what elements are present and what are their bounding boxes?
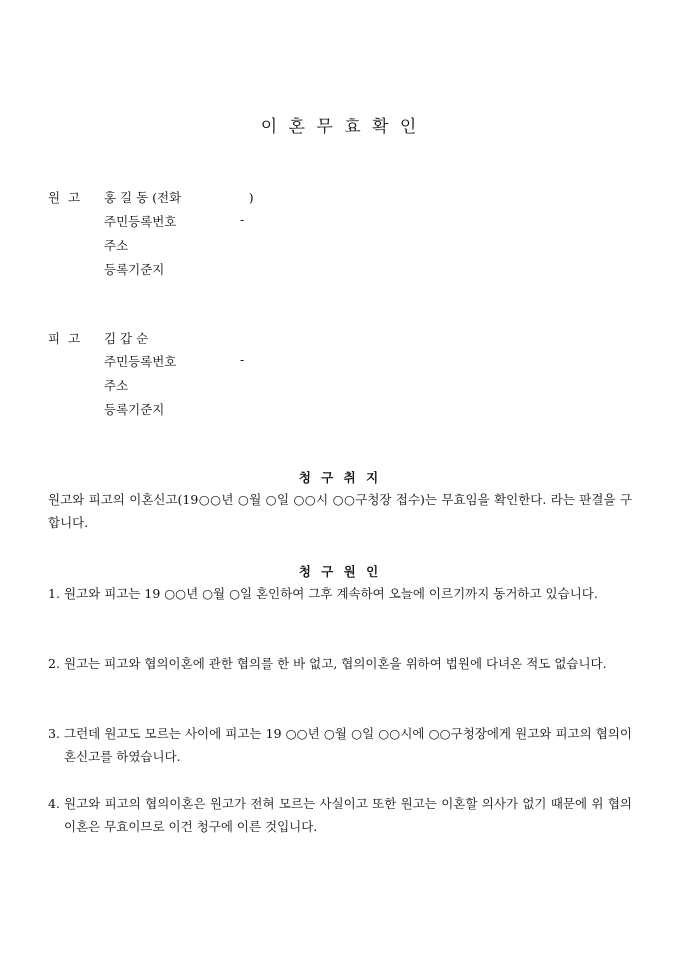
defendant-label: 피 고 xyxy=(48,331,83,346)
plaintiff-resident-id-dash: - xyxy=(240,212,245,227)
claim-cause-item xyxy=(48,792,632,838)
claim-purpose-heading: 청 구 취 지 xyxy=(298,470,382,485)
claim-cause-heading: 청 구 원 인 xyxy=(298,564,382,579)
plaintiff-registry-label: 등록기준지 xyxy=(104,262,165,277)
item-text: 그런데 원고도 모르는 사이에 피고는 19 ○○년 ○월 ○일 ○○시에 ○○구청장에게 원고와 피고의 협의이혼신고를 하였습니다. xyxy=(64,726,632,764)
item-number: 1. xyxy=(48,586,60,601)
item-number: 2. xyxy=(48,656,60,671)
document-title: 이 혼 무 효 확 인 xyxy=(260,117,420,137)
defendant-address-label: 주소 xyxy=(104,378,129,393)
defendant-registry-label: 등록기준지 xyxy=(104,402,165,417)
plaintiff-address-label: 주소 xyxy=(104,238,129,253)
item-number: 3. xyxy=(48,726,60,741)
defendant-resident-id-label: 주민등록번호 xyxy=(104,354,177,369)
claim-cause-item xyxy=(48,652,632,675)
item-text: 원고는 피고와 협의이혼에 관한 협의를 한 바 없고, 협의이혼을 위하여 법원에 다녀온 적도 없습니다. xyxy=(64,656,607,671)
plaintiff-name: 홍 길 동 (전화 ) xyxy=(104,190,254,205)
defendant-name: 김 갑 순 xyxy=(104,331,149,346)
defendant-resident-id-dash: - xyxy=(240,352,245,367)
item-number: 4. xyxy=(48,796,60,811)
item-text: 원고와 피고의 협의이혼은 원고가 전혀 모르는 사실이고 또한 원고는 이혼할 의사가 없기 때문에 위 협의이혼은 무효이므로 이건 청구에 이른 것입니다. xyxy=(64,796,632,834)
claim-cause-item xyxy=(48,582,632,605)
claim-purpose-text: 원고와 피고의 이혼신고(19○○년 ○월 ○일 ○○시 ○○구청장 접수)는 무효임을 확인한다. 라는 판결을 구합니다. xyxy=(48,492,632,530)
plaintiff-resident-id-label: 주민등록번호 xyxy=(104,214,177,229)
item-text: 원고와 피고는 19 ○○년 ○월 ○일 혼인하여 그후 계속하여 오늘에 이르기까지 동거하고 있습니다. xyxy=(64,586,598,601)
claim-cause-item xyxy=(48,722,632,768)
plaintiff-label: 원 고 xyxy=(48,190,83,205)
